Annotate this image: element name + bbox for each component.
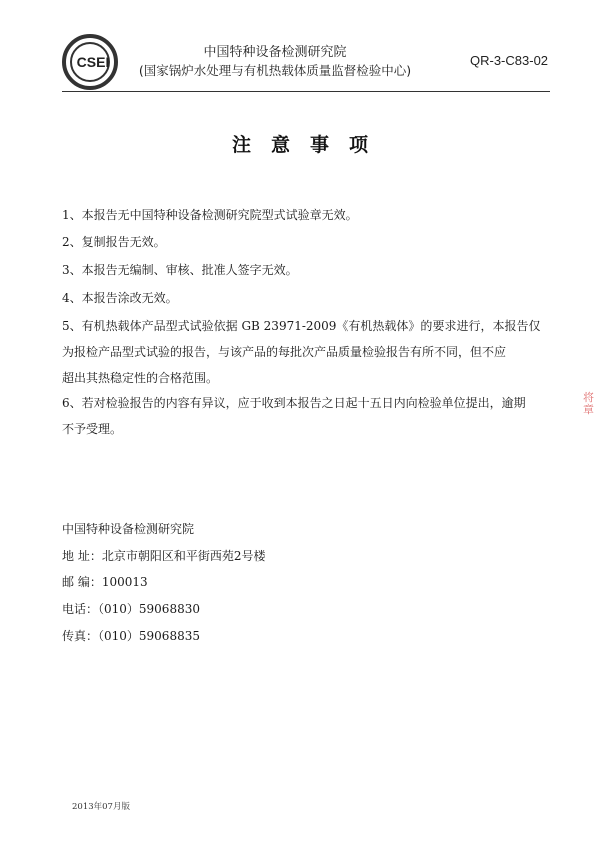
document-code: QR-3-C83-02 <box>470 53 549 68</box>
version-footer: 2013年07月版 <box>72 802 130 812</box>
contact-postcode: 邮 编：100013 <box>62 575 148 589</box>
contact-address: 地 址：北京市朝阳区和平街西苑2号楼 <box>62 549 266 563</box>
csei-logo <box>62 34 118 90</box>
note-item <box>62 316 552 388</box>
note-item <box>62 288 552 308</box>
note-line: 4、本报告涂改无效。 <box>62 291 178 305</box>
seal-fragment: 将 章 <box>583 391 594 416</box>
note-item <box>62 260 552 280</box>
org-name: 中国特种设备检测研究院 <box>203 45 347 60</box>
page-title: 注意事项 <box>231 134 388 156</box>
note-line: 6、若对检验报告的内容有异议，应于收到本报告之日起十五日内向检验单位提出，逾期 <box>62 396 526 410</box>
note-item <box>62 205 552 225</box>
svg-text:CSEI: CSEI <box>76 54 110 70</box>
note-line: 3、本报告无编制、审核、批准人签字无效。 <box>62 263 298 277</box>
note-line: 不予受理。 <box>62 422 123 436</box>
note-line: 1、本报告无中国特种设备检测研究院型式试验章无效。 <box>62 208 358 222</box>
contact-fax: 传真：（010）59068835 <box>62 629 200 643</box>
note-item <box>62 393 552 439</box>
header-divider <box>62 91 550 92</box>
note-line: 超出其热稳定性的合格范围。 <box>62 371 219 385</box>
note-line: 5、有机热载体产品型式试验依据 GB 23971-2009《有机热载体》的要求进行，本报告仅 <box>62 319 541 333</box>
note-item <box>62 232 552 252</box>
contact-org: 中国特种设备检测研究院 <box>62 522 195 536</box>
org-subtitle: (国家锅炉水处理与有机热载体质量监督检验中心) <box>138 63 412 78</box>
note-line: 为报检产品型式试验的报告，与该产品的每批次产品质量检验报告有所不同，但不应 <box>62 345 507 359</box>
note-line: 2、复制报告无效。 <box>62 235 166 249</box>
contact-phone: 电话：（010）59068830 <box>62 602 200 616</box>
